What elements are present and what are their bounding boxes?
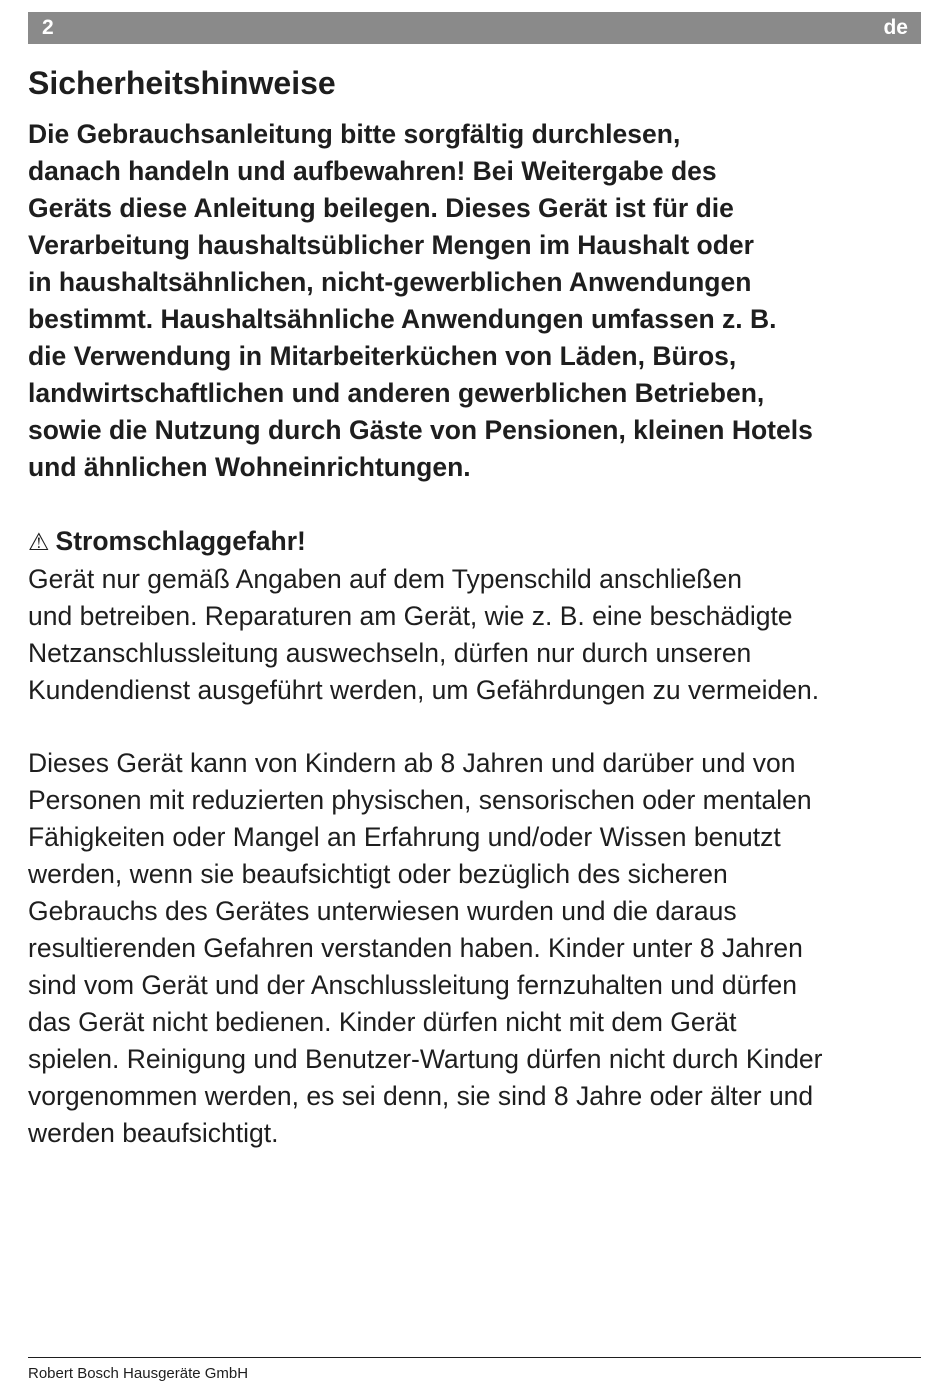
children-notice-paragraph: Dieses Gerät kann von Kindern ab 8 Jahren und darüber und von Personen mit reduzierten physischen, sensorischen oder mentalen Fähigkeiten oder Mangel an Erfahrung und/oder Wissen benutzt werden, wenn sie beaufsichtigt oder bezüglich des sicheren Gebrauchs des Gerätes unterwiesen wurden und die daraus resultierenden Gefahren verstanden haben. Kinder unter 8 Jahren sind vom Gerät und der Anschlussleitung fernzuhalten und dürfen das Gerät nicht bedienen. Kinder dürfen nicht mit dem Gerät spielen. Reinigung und Benutzer-Wartung dürfen nicht durch Kinder vorgenommen werden, es sei denn, sie sind 8 Jahre oder älter und werden beaufsichtigt. xyxy=(28,748,823,1148)
section-title: Sicherheitshinweise xyxy=(28,65,336,101)
warning-paragraph: Gerät nur gemäß Angaben auf dem Typenschild anschließen und betreiben. Reparaturen am Gerät, wie z. B. eine beschädigte Netzanschlussleitung auswechseln, dürfen nur durch unseren Kundendienst ausgeführt werden, um Gefährdungen zu vermeiden. xyxy=(28,564,820,705)
warning-heading xyxy=(28,523,928,561)
page-number: 2 xyxy=(42,16,54,39)
warning-heading-text: Stromschlaggefahr! xyxy=(55,526,306,556)
intro-paragraph: Die Gebrauchsanleitung bitte sorgfältig durchlesen, danach handeln und aufbewahren! Bei Weitergabe des Geräts diese Anleitung beilegen. Dieses Gerät ist für die Verarbeitung haushaltsüblicher Mengen im Haushalt oder in haushaltsähnlichen, nicht-gewerblichen Anwendungen bestimmt. Haushaltsähnliche Anwendungen umfassen z. B. die Verwendung in Mitarbeiterküchen von Läden, Büros, landwirtschaftlichen und anderen gewerblichen Betrieben, sowie die Nutzung durch Gäste von Pensionen, kleinen Hotels und ähnlichen Wohneinrichtungen. xyxy=(28,119,813,482)
warning-triangle-icon: ⚠ xyxy=(28,528,50,556)
footer-divider xyxy=(28,1357,921,1358)
language-code: de xyxy=(883,16,908,39)
footer-company: Robert Bosch Hausgeräte GmbH xyxy=(28,1365,249,1382)
page-content xyxy=(28,62,928,1152)
page-header-bar xyxy=(28,12,921,44)
